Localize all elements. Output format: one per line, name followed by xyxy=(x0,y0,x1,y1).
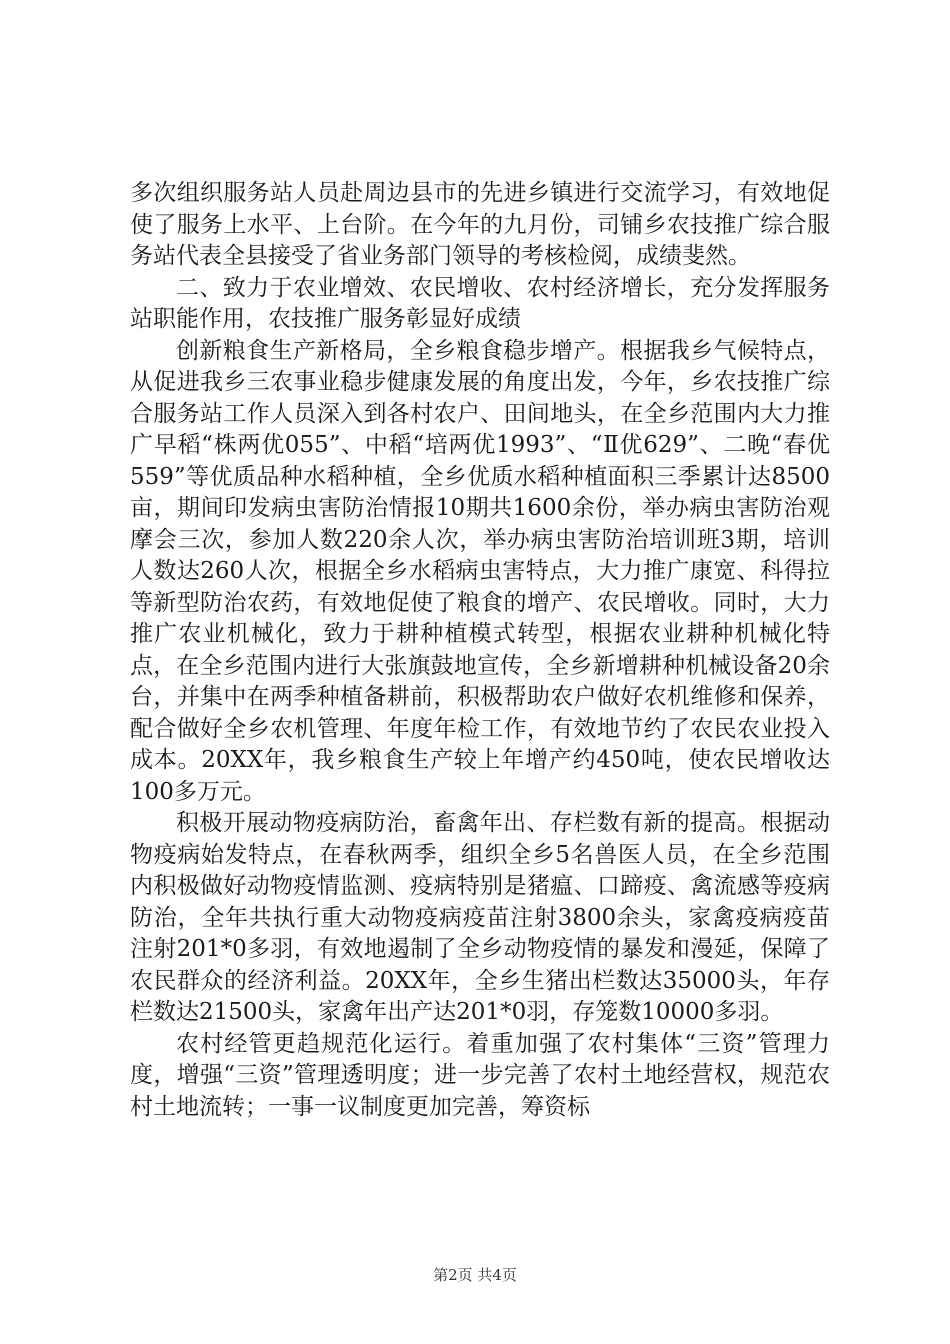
document-body xyxy=(130,178,830,1123)
paragraph-rural-management: 农村经管更趋规范化运行。着重加强了农村集体“三资”管理力度，增强“三资”管理透明度；进一步完善了农村土地经营权，规范农村土地流转；一事一议制度更加完善，筹资标 xyxy=(130,1030,830,1120)
paragraph-1: 多次组织服务站人员赴周边县市的先进乡镇进行交流学习，有效地促使了服务上水平、上台阶。在今年的九月份，司铺乡农技推广综合服务站代表全县接受了省业务部门领导的考核检阅，成绩斐然。 xyxy=(130,180,830,269)
page-number-label: 第2页 共4页 xyxy=(433,1266,517,1284)
paragraph-animal-disease: 积极开展动物疫病防治，畜禽年出、存栏数有新的提高。根据动物疫病始发特点，在春秋两季，组织全乡5名兽医人员，在全乡范围内积极做好动物疫情监测、疫病特别是猪瘟、口蹄疫、禽流感等疫病防治，全年共执行重大动物疫病疫苗注射3800余头，家禽疫病疫苗注射201*0多羽，有效地遏制了全乡动物疫情的暴发和漫延，保障了农民群众的经济利益。20XX年，全乡生猪出栏数达35000头，年存栏数达21500头，家禽年出产达201*0羽，存笼数10000多羽。 xyxy=(130,810,830,1025)
page-footer xyxy=(0,1264,950,1285)
paragraph-grain-production: 创新粮食生产新格局，全乡粮食稳步增产。根据我乡气候特点，从促进我乡三农事业稳步健康发展的角度出发，今年，乡农技推广综合服务站工作人员深入到各村农户、田间地头，在全乡范围内大力推广早稻“株两优055”、中稻“培两优1993”、“Ⅱ优629”、二晚“春优559”等优质品种水稻种植，全乡优质水稻种植面积三季累计达8500亩，期间印发病虫害防治情报10期共1600余份，举办病虫害防治观摩会三次，参加人数220余人次，举办病虫害防治培训班3期，培训人数达260人次，根据全乡水稻病虫害特点，大力推广康宽、科得拉等新型防治农药，有效地促使了粮食的增产、农民增收。同时，大力推广农业机械化，致力于耕种植模式转型，根据农业耕种机械化特点，在全乡范围内进行大张旗鼓地宣传，全乡新增耕种机械设备20余台，并集中在两季种植备耕前，积极帮助农户做好农机维修和保养，配合做好全乡农机管理、年度年检工作，有效地节约了农民农业投入成本。20XX年，我乡粮食生产较上年增产约450吨，使农民增收达100多万元。 xyxy=(130,337,830,805)
section-heading-2: 二、致力于农业增效、农民增收、农村经济增长，充分发挥服务站职能作用，农技推广服务彰显好成绩 xyxy=(130,274,830,332)
